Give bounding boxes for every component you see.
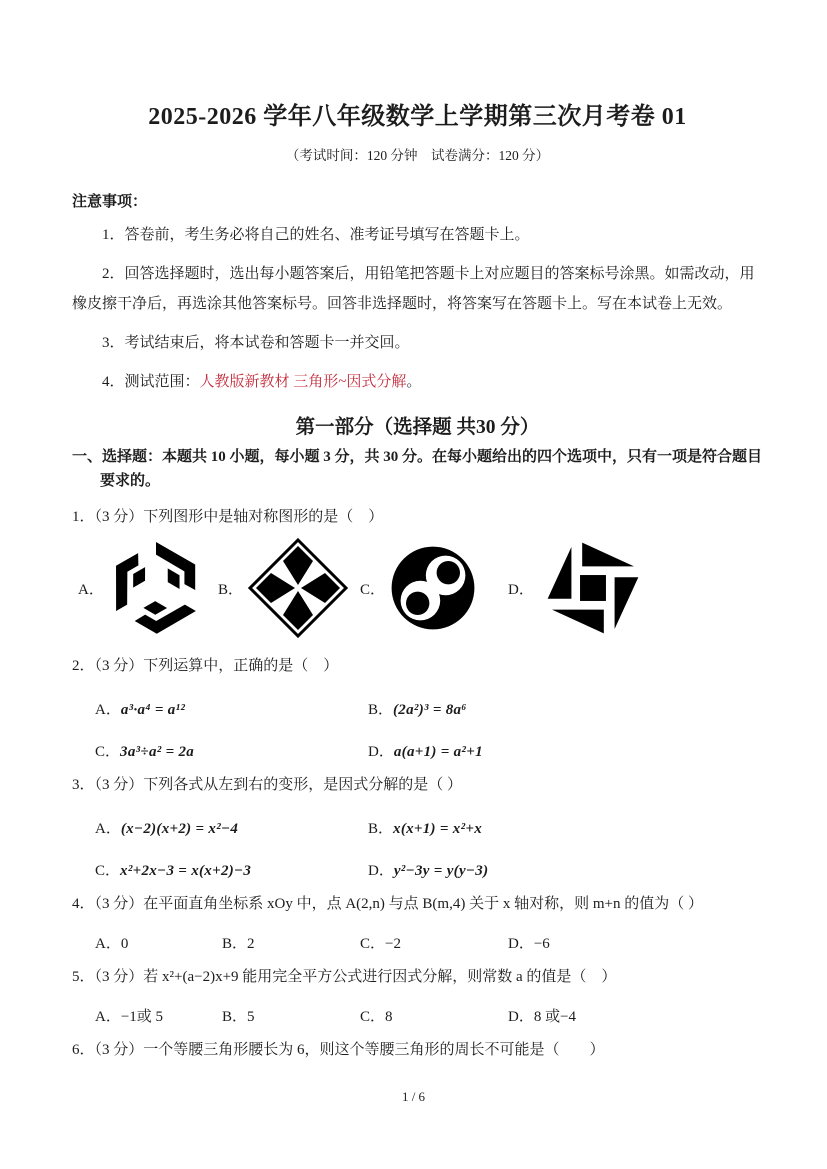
q1-option-d <box>508 534 649 642</box>
option-label: C． <box>95 863 121 879</box>
q1-option-a <box>78 536 218 640</box>
option-label: D． <box>508 581 534 598</box>
q2-option-d <box>368 740 641 761</box>
q3-option-b <box>368 817 641 838</box>
question-2-options-row-2 <box>72 740 763 761</box>
option-label: D． <box>368 863 394 879</box>
option-formula: y²−3y = y(y−3) <box>393 863 489 879</box>
notice-item-4 <box>72 367 763 397</box>
q4-option-d: D．−6 <box>508 936 550 952</box>
hexagon-knot-icon <box>107 536 205 640</box>
q3-option-a <box>95 817 368 838</box>
question-2-stem: 2．（3 分）下列运算中，正确的是（ ） <box>72 658 339 674</box>
option-label: C． <box>360 581 386 598</box>
notice-item-4-prefix: 4．测试范围： <box>102 374 200 390</box>
question-3-options-row-2 <box>72 859 763 880</box>
page-title: 2025-2026 学年八年级数学上学期第三次月考卷 01 <box>148 104 687 130</box>
q5-option-a: A．−1或 5 <box>95 1009 164 1025</box>
q3-option-c <box>95 859 368 880</box>
question-3-stem: 3．（3 分）下列各式从左到右的变形，是因式分解的是（ ） <box>72 777 463 793</box>
question-3-options-row-1 <box>72 817 763 838</box>
q2-option-a <box>95 698 368 719</box>
q1-option-b <box>218 538 360 638</box>
option-formula: (x−2)(x+2) = x²−4 <box>120 821 239 837</box>
q4-option-b: B．2 <box>222 936 255 952</box>
option-formula: x(x+1) = x²+x <box>393 821 483 837</box>
q4-option-c: C．−2 <box>360 936 401 952</box>
q4-option-a: A．0 <box>95 936 129 952</box>
section-intro: 一、选择题：本题共 10 小题，每小题 3 分，共 30 分。在每小题给出的四个选项中，只有一项是符合题目要求的。 <box>72 449 763 489</box>
notice-item-1: 1．答卷前，考生务必将自己的姓名、准考证号填写在答题卡上。 <box>102 227 530 243</box>
notice-heading: 注意事项： <box>72 194 148 210</box>
question-2-options-row-1 <box>72 698 763 719</box>
option-label: B． <box>368 821 394 837</box>
option-label: B． <box>218 581 244 598</box>
option-label: A． <box>95 702 121 718</box>
option-formula: (2a²)³ = 8a⁶ <box>393 702 467 718</box>
page-number: 1 / 6 <box>401 1089 426 1104</box>
q5-option-c: C．8 <box>360 1009 393 1025</box>
option-label: B． <box>368 702 394 718</box>
exam-subtitle: （考试时间：120 分钟 试卷满分：120 分） <box>285 148 550 163</box>
question-6-stem: 6．（3 分）一个等腰三角形腰长为 6，则这个等腰三角形的周长不可能是（ ） <box>72 1042 605 1058</box>
q3-option-d <box>368 859 641 880</box>
triangle-pinwheel-icon <box>537 534 649 642</box>
question-5-stem: 5．（3 分）若 x²+(a−2)x+9 能用完全平方公式进行因式分解，则常数 a 的值是（ ） <box>72 969 617 985</box>
option-label: A． <box>95 821 121 837</box>
test-scope-text: 人教版新教材 三角形~因式分解 <box>199 374 407 390</box>
question-4-options <box>72 932 763 953</box>
question-5-options <box>72 1005 763 1026</box>
section-heading: 第一部分（选择题 共30 分） <box>295 417 540 438</box>
question-1-stem: 1．（3 分）下列图形中是轴对称图形的是（ ） <box>72 509 384 525</box>
notice-item-2: 2．回答选择题时，选出每小题答案后，用铅笔把答题卡上对应题目的答案标号涂黑。如需改动，用橡皮擦干净后，再选涂其他答案标号。回答非选择题时，将答案写在答题卡上。写在本试卷上无效。 <box>72 266 755 312</box>
notice-item-4-suffix: 。 <box>406 374 422 390</box>
question-4-stem: 4．（3 分）在平面直角坐标系 xOy 中，点 A(2,n) 与点 B(m,4) 关于 x 轴对称，则 m+n 的值为（ ） <box>72 896 703 912</box>
q2-option-c <box>95 740 368 761</box>
option-formula: 3a³÷a² = 2a <box>120 744 195 760</box>
question-1-figures <box>78 534 763 642</box>
option-label: D． <box>368 744 394 760</box>
q2-option-b <box>368 698 641 719</box>
option-label: C． <box>95 744 121 760</box>
option-formula: a³·a⁴ = a¹² <box>120 702 186 718</box>
q5-option-d: D．8 或−4 <box>508 1009 577 1025</box>
option-formula: x²+2x−3 = x(x+2)−3 <box>120 863 252 879</box>
q1-option-c <box>360 541 508 635</box>
notice-item-3: 3．考试结束后，将本试卷和答题卡一并交回。 <box>102 335 410 351</box>
diamond-pinwheel-icon <box>246 538 350 638</box>
q5-option-b: B．5 <box>222 1009 255 1025</box>
option-label: A． <box>78 581 104 598</box>
option-formula: a(a+1) = a²+1 <box>393 744 483 760</box>
swirl-circle-icon <box>388 541 478 635</box>
